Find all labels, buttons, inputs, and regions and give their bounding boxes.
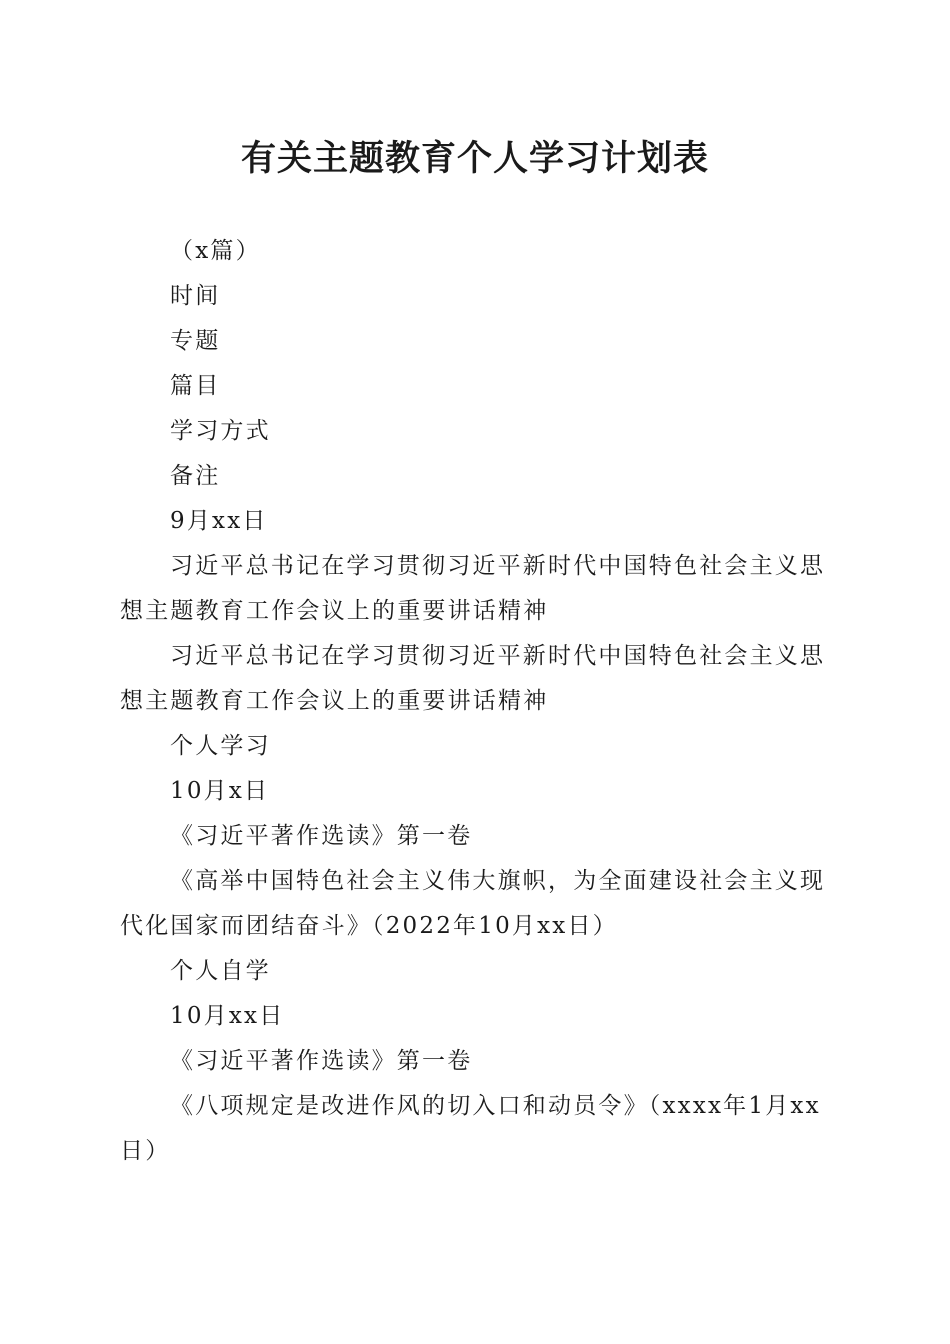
document-body bbox=[120, 229, 830, 1174]
paragraph-header-remark: 备注 bbox=[170, 463, 221, 489]
paragraph-date-3: 10月xx日 bbox=[170, 1003, 285, 1029]
paragraph-header-article: 篇目 bbox=[170, 373, 221, 399]
paragraph-count-note: （x篇） bbox=[170, 238, 261, 264]
paragraph-method-2: 个人自学 bbox=[170, 958, 271, 984]
paragraph-topic-2: 《习近平著作选读》第一卷 bbox=[170, 823, 473, 849]
paragraph-method-1: 个人学习 bbox=[170, 733, 271, 759]
paragraph-header-method: 学习方式 bbox=[170, 418, 271, 444]
paragraph-article-1: 习近平总书记在学习贯彻习近平新时代中国特色社会主义思想主题教育工作会议上的重要讲话精神 bbox=[120, 643, 826, 714]
document-title: 有关主题教育个人学习计划表 bbox=[240, 138, 709, 179]
paragraph-date-2: 10月x日 bbox=[170, 778, 270, 804]
paragraph-date-1: 9月xx日 bbox=[170, 508, 268, 534]
paragraph-topic-1: 习近平总书记在学习贯彻习近平新时代中国特色社会主义思想主题教育工作会议上的重要讲话精神 bbox=[120, 553, 826, 624]
paragraph-header-topic: 专题 bbox=[170, 328, 221, 354]
paragraph-topic-3: 《习近平著作选读》第一卷 bbox=[170, 1048, 473, 1074]
paragraph-header-time: 时间 bbox=[170, 283, 221, 309]
paragraph-article-3: 《八项规定是改进作风的切入口和动员令》（xxxx年1月xx日） bbox=[120, 1093, 821, 1164]
paragraph-article-2: 《高举中国特色社会主义伟大旗帜，为全面建设社会主义现代化国家而团结奋斗》（2022年10月xx日） bbox=[120, 868, 826, 939]
